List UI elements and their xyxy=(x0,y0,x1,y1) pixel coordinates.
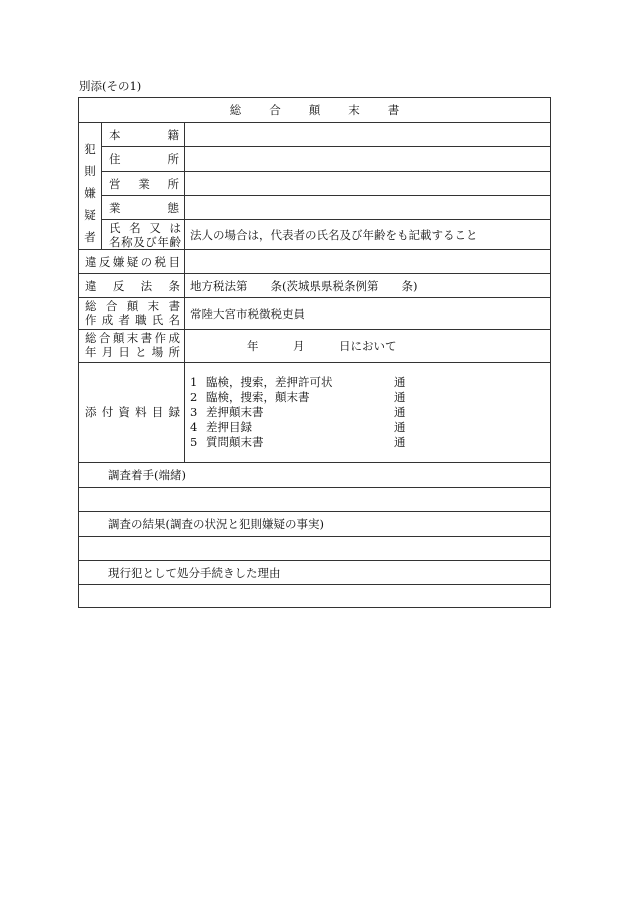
label-author-title-name: 総 合 顛 末 書 作 成 者 職 氏 名 xyxy=(85,299,180,327)
divider xyxy=(184,362,185,462)
label-business-office: 営 業 所 xyxy=(109,177,179,191)
divider xyxy=(79,362,550,363)
attached-doc-unit: 通 xyxy=(394,390,406,404)
violated-provision-value: 地方税法第 条(茨城県県税条例第 条) xyxy=(190,279,418,293)
divider xyxy=(79,511,550,512)
attachment-label: 別添(その1) xyxy=(79,79,142,93)
attached-doc-unit: 通 xyxy=(394,375,406,389)
divider xyxy=(79,273,550,274)
divider xyxy=(101,195,550,196)
attached-doc-name: 差押顛末書 xyxy=(206,405,264,419)
divider xyxy=(79,122,550,123)
label-business-type: 業 態 xyxy=(109,201,179,215)
label-address: 住 所 xyxy=(109,152,179,166)
attached-doc-name: 臨検，捜索，顛末書 xyxy=(206,390,310,404)
attached-doc-name: 臨検，捜索，差押許可状 xyxy=(206,375,333,389)
attached-doc-unit: 通 xyxy=(394,435,406,449)
divider xyxy=(101,122,102,249)
divider xyxy=(101,171,550,172)
label-violated-provision: 違 反 法 条 xyxy=(85,279,180,293)
attached-doc-number: 3 xyxy=(190,405,198,419)
divider xyxy=(101,219,550,220)
label-creation-date-place: 総 合 顛 末 書 作 成 年 月 日 と 場 所 xyxy=(85,331,180,359)
divider xyxy=(79,462,550,463)
divider xyxy=(101,146,550,147)
summary-report-form xyxy=(78,97,551,608)
section-investigation-start: 調査着手(端緒) xyxy=(108,468,186,482)
label-name-age: 氏 名 又 は 名 称 及 び 年 齢 xyxy=(109,221,181,249)
section-investigation-result: 調査の結果(調査の状況と犯則嫌疑の事実) xyxy=(108,517,324,531)
suspect-group-label: 犯 則 嫌 疑 者 xyxy=(84,142,96,244)
label-domicile: 本 籍 xyxy=(109,128,179,142)
divider xyxy=(79,249,550,250)
label-violation-tax-item: 違 反 嫌 疑 の 税 目 xyxy=(85,255,180,269)
section-flagrant-offense-reason: 現行犯として処分手続きした理由 xyxy=(108,566,281,580)
divider xyxy=(79,329,550,330)
attached-doc-unit: 通 xyxy=(394,405,406,419)
creation-date-value: 年 月 日において xyxy=(247,339,397,353)
attached-doc-name: 質問顛末書 xyxy=(206,435,264,449)
attached-doc-unit: 通 xyxy=(394,420,406,434)
form-title: 総合顛末書 xyxy=(229,103,428,117)
attached-doc-number: 5 xyxy=(190,435,198,449)
divider xyxy=(79,560,550,561)
label-attached-documents: 添 付 資 料 目 録 xyxy=(85,405,180,419)
divider xyxy=(184,122,185,362)
divider xyxy=(79,584,550,585)
divider xyxy=(79,536,550,537)
divider xyxy=(79,297,550,298)
author-title-value: 常陸大宮市税徴税吏員 xyxy=(190,307,305,321)
attached-doc-number: 1 xyxy=(190,375,198,389)
divider xyxy=(79,487,550,488)
attached-doc-number: 4 xyxy=(190,420,198,434)
attached-doc-name: 差押目録 xyxy=(206,420,252,434)
attached-doc-number: 2 xyxy=(190,390,198,404)
name-age-note: 法人の場合は，代表者の氏名及び年齢をも記載すること xyxy=(190,228,478,242)
